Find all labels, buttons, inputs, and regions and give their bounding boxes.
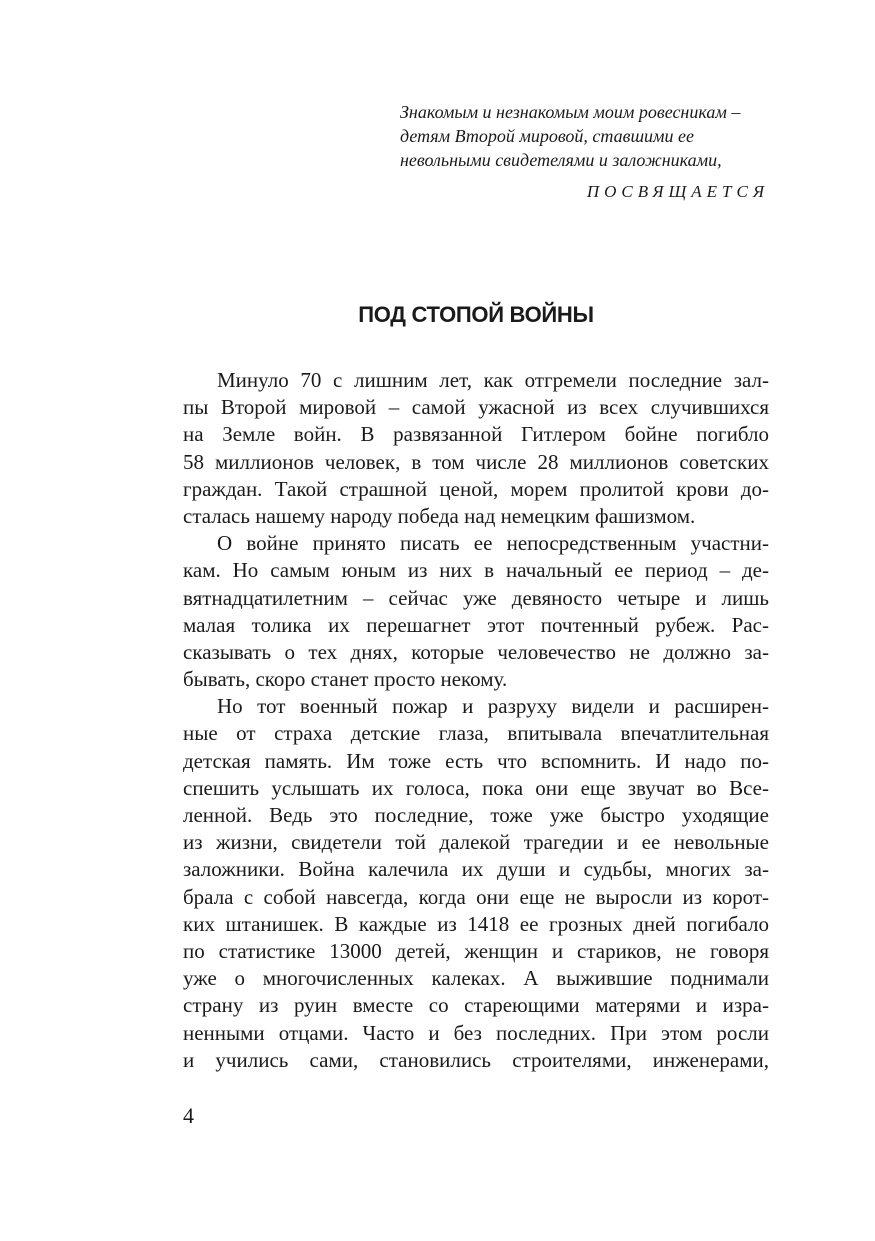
text-line: малая толика их перешагнет этот почтенный рубеж. Рас-: [183, 612, 769, 637]
chapter-title: ПОД СТОПОЙ ВОЙНЫ: [358, 302, 594, 327]
text-line: страну из руин вместе со стареющими матерями и изра-: [183, 993, 769, 1018]
text-line: и учились сами, становились строителями, инженерами,: [183, 1047, 769, 1072]
text-line: О войне принято писать ее непосредственным участни-: [217, 531, 769, 556]
text-line: бывать, скоро станет просто некому.: [183, 667, 508, 692]
text-line: ные от страха детские глаза, впитывала впечатлительная: [183, 721, 769, 746]
page-number: 4: [183, 1103, 194, 1128]
text-line: уже о многочисленных калеках. А выжившие поднимали: [183, 966, 769, 991]
epigraph: [400, 100, 772, 172]
paragraph: [183, 530, 769, 693]
dedication: ПОСВЯЩАЕТСЯ: [586, 182, 769, 201]
text-line: на Земле войн. В развязанной Гитлером бойне погибло: [183, 422, 769, 447]
text-line: ких штанишек. В каждые из 1418 ее грозных дней погибало: [183, 911, 769, 936]
text-line: детская память. Им тоже есть что вспомнить. И надо по-: [183, 748, 769, 773]
text-line: из жизни, свидетели той далекой трагедии и ее невольные: [183, 830, 769, 855]
text-line: кам. Но самым юным из них в начальный ее период – де-: [183, 558, 769, 583]
text-line: заложники. Война калечила их души и судьбы, многих за-: [183, 857, 769, 882]
epigraph-line: детям Второй мировой, ставшими ее: [400, 126, 695, 146]
text-line: граждан. Такой страшной ценой, морем пролитой крови до-: [183, 476, 769, 501]
text-line: ненными отцами. Часто и без последних. При этом росли: [183, 1020, 769, 1045]
text-line: сказывать о тех днях, которые человечество не должно за-: [183, 639, 769, 664]
paragraph: [183, 367, 769, 530]
paragraph: [183, 693, 769, 1074]
text-line: вятнадцатилетним – сейчас уже девяносто четыре и лишь: [183, 585, 769, 610]
text-line: Минуло 70 с лишним лет, как отгремели последние зал-: [217, 368, 769, 392]
text-line: спешить услышать их голоса, пока они еще звучат во Все-: [183, 775, 769, 800]
epigraph-line: невольными свидетелями и заложниками,: [400, 150, 722, 170]
text-line: ленной. Ведь это последние, тоже уже быстро уходящие: [183, 803, 769, 827]
text-line: пы Второй мировой – самой ужасной из всех случившихся: [183, 395, 769, 420]
epigraph-line: Знакомым и незнакомым моим ровесникам –: [400, 102, 741, 122]
text-line: Но тот военный пожар и разруху видели и расширен-: [217, 694, 769, 719]
text-line: 58 миллионов человек, в том числе 28 миллионов советских: [183, 449, 769, 474]
text-line: сталась нашему народу победа над немецким фашизмом.: [183, 503, 696, 528]
text-line: по статистике 13000 детей, женщин и стариков, не говоря: [183, 938, 769, 963]
body-text: [183, 367, 769, 1074]
text-line: брала с собой навсегда, когда они еще не выросли из корот-: [183, 884, 769, 909]
